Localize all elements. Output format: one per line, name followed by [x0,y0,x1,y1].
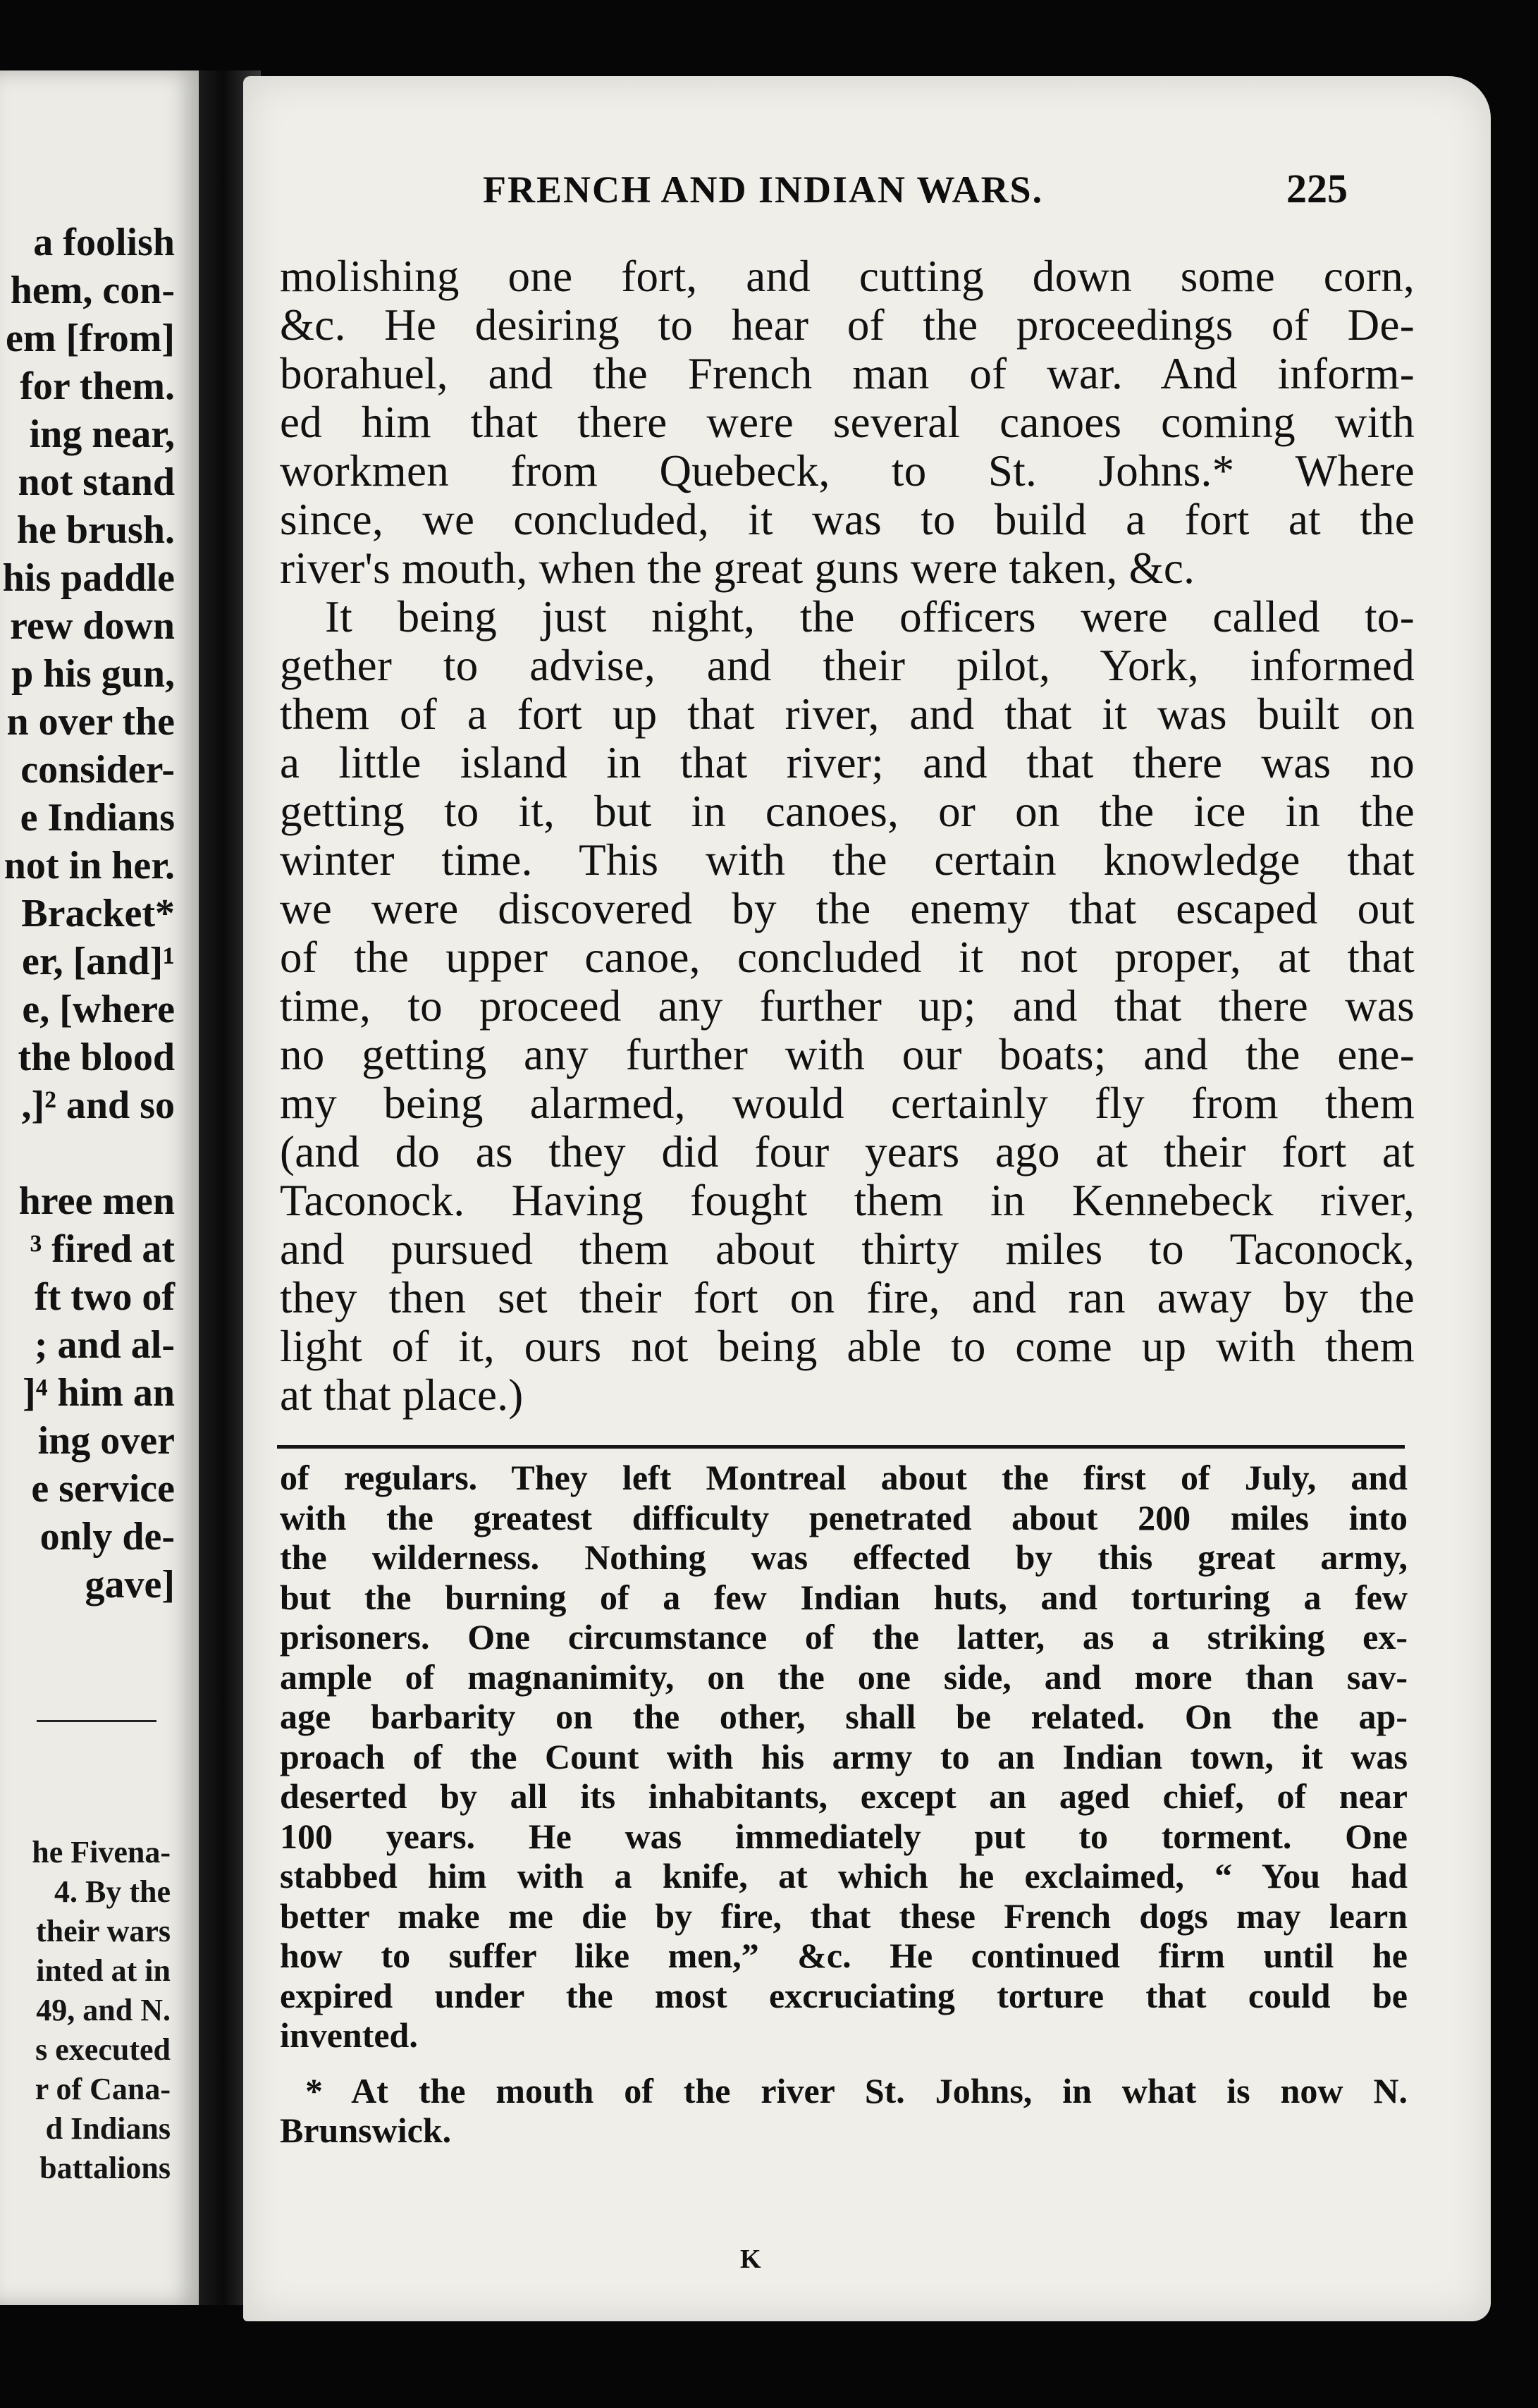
text-line: time, to proceed any further up; and that there was [280,981,1415,1031]
previous-page-line: er, [and]¹ [22,940,175,983]
footnote-line: expired under the most excruciating torture that could be [280,1975,1408,2015]
footnote-line: deserted by all its inhabitants, except an aged chief, of near [280,1776,1408,1816]
previous-page-note-line: inted at in [36,1953,171,1988]
text-line: getting to it, but in canoes, or on the ice in the [280,787,1415,836]
signature-mark: K [740,2244,761,2274]
star-footnote-line: Brunswick. [280,2111,452,2150]
previous-page-note-line: r of Cana- [35,2072,171,2106]
previous-page-text [3,219,175,1609]
text-line: &c. He desiring to hear of the proceedings of De- [280,300,1415,350]
footnote-line: ample of magnanimity, on the one side, and more than sav- [280,1657,1408,1697]
text-line: and pursued them about thirty miles to Taconock, [280,1224,1415,1274]
previous-page-line: p his gun, [11,652,175,696]
previous-page-line: ; and al- [34,1323,175,1367]
previous-page-line: e service [31,1467,175,1511]
previous-page-note-line: s executed [35,2032,171,2067]
footnote-line: age barbarity on the other, shall be related. On the ap- [280,1697,1408,1736]
previous-page-line: not stand [18,460,175,504]
footnote-line: 100 years. He was immediately put to torment. One [280,1816,1408,1856]
text-line: It being just night, the officers were called to- [325,592,1415,641]
previous-page-line: only de- [39,1515,175,1559]
text-line: no getting any further with our boats; and the ene- [280,1030,1415,1079]
previous-page-line: e Indians [20,796,175,840]
text-line: them of a fort up that river, and that it was built on [280,689,1415,739]
previous-page-line: ³ fired at [30,1227,175,1271]
previous-page-line: e, [where [22,988,175,1031]
footnote-line: better make me die by fire, that these French dogs may learn [280,1896,1408,1936]
previous-page-footnote-rule [37,1720,156,1722]
previous-page-line: he brush. [16,508,175,552]
book-page [243,76,1491,2321]
text-line: my being alarmed, would certainly fly from them [280,1079,1415,1128]
footnote-line: but the burning of a few Indian huts, and torturing a few [280,1577,1408,1617]
footnote-gap [280,2056,1408,2071]
previous-page-line: ing over [37,1419,175,1463]
previous-page-line: ,]² and so [21,1083,175,1127]
text-line: they then set their fort on fire, and ran away by the [280,1273,1415,1322]
footnote-line: how to suffer like men,” &c. He continued firm until he [280,1936,1408,1975]
previous-page-note-line: 49, and N. [36,1993,171,2027]
footnote-line: proach of the Count with his army to an Indian town, it was [280,1736,1408,1776]
text-line: (and do as they did four years ago at their fort at [280,1127,1415,1177]
previous-page-note-line: d Indians [45,2111,171,2146]
text-line: winter time. This with the certain knowledge that [280,835,1415,885]
previous-page-line [3,1129,175,1177]
text-line: at that place.) [280,1370,524,1420]
text-line: a little island in that river; and that there was no [280,738,1415,787]
footnote-rule [277,1445,1405,1449]
text-line: borahuel, and the French man of war. And inform- [280,349,1415,398]
previous-page-note-line: their wars [35,1914,171,1948]
previous-page-line: Bracket* [21,892,175,935]
footnote-line: stabbed him with a knife, at which he exclaimed, “ You had [280,1856,1408,1896]
text-line: Taconock. Having fought them in Kennebeck river, [280,1176,1415,1225]
previous-page-fragment [0,70,199,2305]
previous-page-line: rew down [10,604,175,648]
previous-page-line: n over the [6,700,175,744]
previous-page-line: consider- [20,748,175,792]
running-head: FRENCH AND INDIAN WARS. [483,168,1044,211]
previous-page-note-line: battalions [39,2151,171,2185]
page-header [243,168,1491,224]
text-line: river's mouth, when the great guns were taken, &c. [280,543,1195,593]
footnote-line: invented. [280,2015,418,2055]
footnote-line: the wilderness. Nothing was effected by this great army, [280,1537,1408,1577]
text-line: molishing one fort, and cutting down some corn, [280,252,1415,301]
text-line: since, we concluded, it was to build a fort at the [280,495,1415,544]
text-line: light of it, ours not being able to come up with them [280,1322,1415,1371]
star-footnote-line: * At the mouth of the river St. Johns, in what is now N. [305,2070,1408,2111]
previous-page-line: gave] [85,1563,175,1607]
previous-page-line: ft two of [34,1275,175,1319]
text-line: workmen from Quebeck, to St. Johns.* Where [280,446,1415,496]
previous-page-line: a foolish [33,221,175,264]
previous-page-line: not in her. [4,844,175,887]
footnote-line: prisoners. One circumstance of the latter, as a striking ex- [280,1617,1408,1657]
previous-page-line: his paddle [2,556,175,600]
text-line: we were discovered by the enemy that escaped out [280,884,1415,933]
previous-page-note-line: 4. By the [54,1874,171,1909]
page-number: 225 [1286,166,1348,211]
previous-page-line: em [from] [6,317,175,360]
main-text [280,252,1415,1420]
previous-page-line: for them. [20,364,175,408]
previous-page-note-line: he Fivena- [32,1835,171,1869]
previous-page-line: ]⁴ him an [23,1371,175,1415]
previous-page-line: ing near, [29,412,175,456]
footnotes [280,1458,1408,2151]
previous-page-footnotes [32,1833,171,2188]
text-line: gether to advise, and their pilot, York, informed [280,641,1415,690]
previous-page-line: hem, con- [10,269,175,312]
previous-page-line: hree men [18,1179,175,1223]
text-line: ed him that there were several canoes coming with [280,398,1415,447]
footnote-line: with the greatest difficulty penetrated about 200 miles into [280,1497,1408,1537]
footnote-line: of regulars. They left Montreal about the first of July, and [280,1458,1408,1497]
text-line: of the upper canoe, concluded it not proper, at that [280,933,1415,982]
previous-page-line: the blood [18,1036,175,1079]
